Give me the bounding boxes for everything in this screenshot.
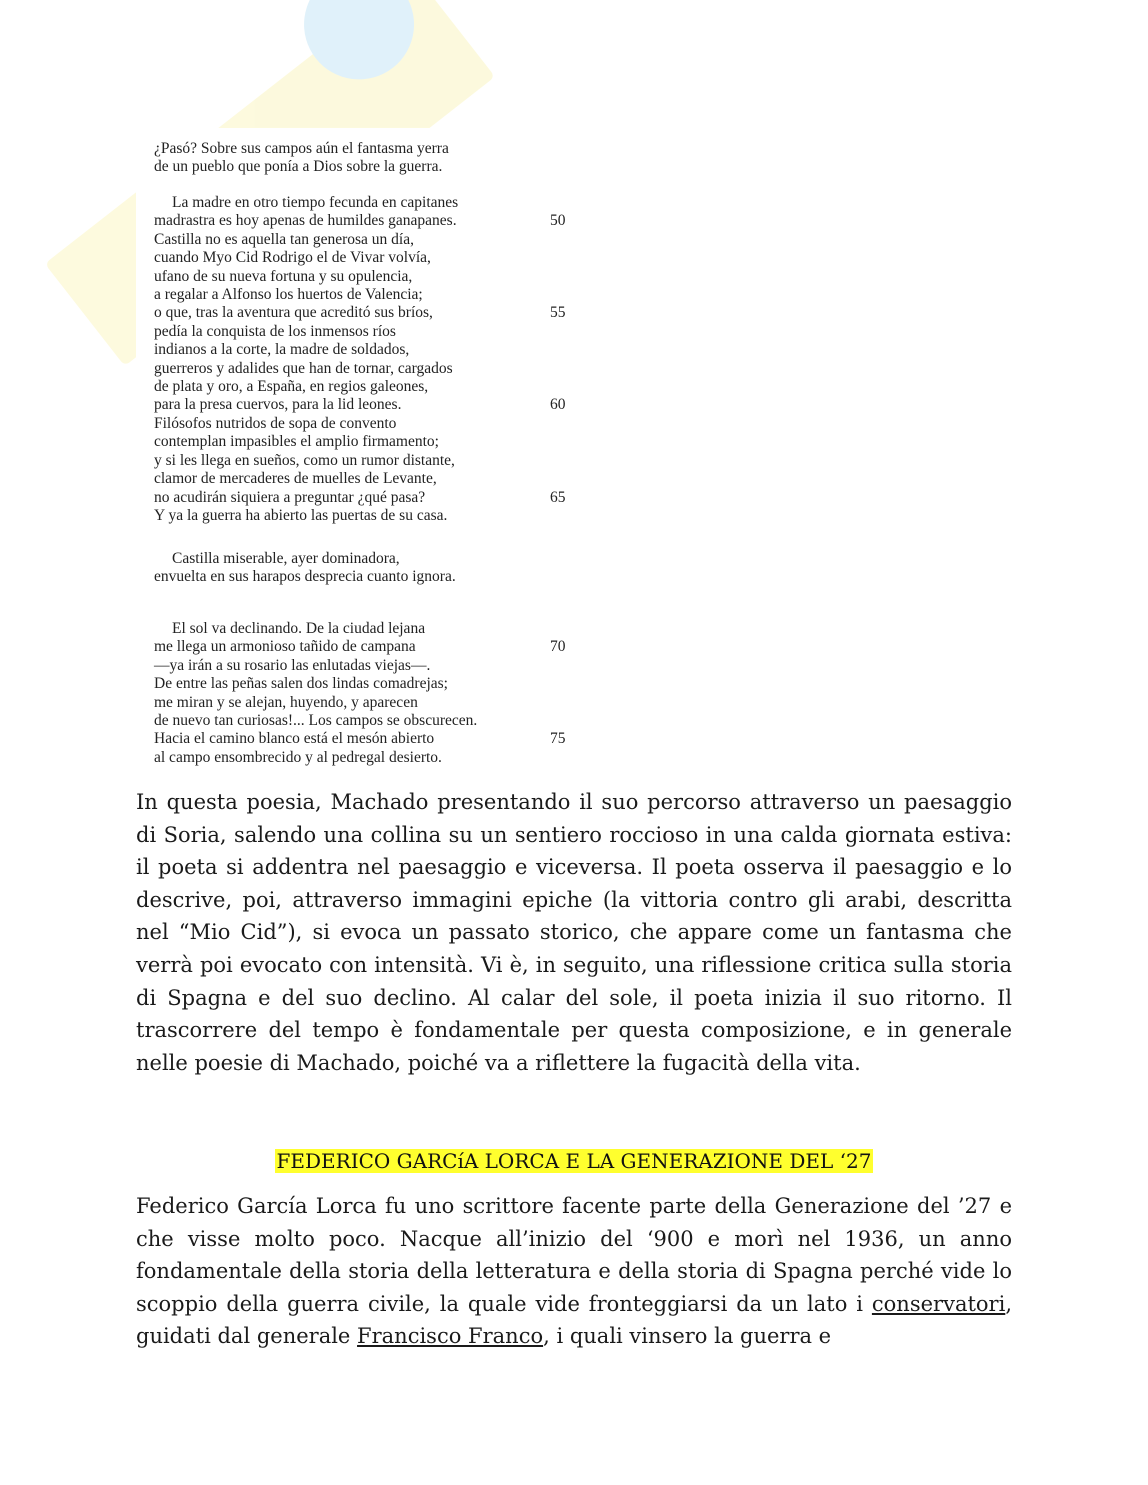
poem-line-text: y si les llega en sueños, como un rumor distante, (154, 451, 455, 469)
line-number: 50 (550, 212, 566, 230)
line-number: 55 (550, 304, 566, 322)
poem-line (154, 341, 584, 359)
poem-stanza-3 (154, 550, 584, 587)
poem-line-text: de nuevo tan curiosas!... Los campos se obscurecen. (154, 712, 478, 730)
poem-line-text: ¿Pasó? Sobre sus campos aún el fantasma yerra (154, 140, 449, 157)
poem-line (154, 415, 584, 433)
line-number: 75 (550, 730, 566, 748)
poem-line-text: guerreros y adalides que han de tornar, cargados (154, 359, 453, 377)
poem-line-text: indianos a la corte, la madre de soldados, (154, 341, 410, 359)
line-number: 60 (550, 396, 566, 414)
poem-line (154, 730, 584, 748)
poem-line (154, 568, 584, 586)
poem-line-text: Castilla no es aquella tan generosa un día, (154, 230, 414, 248)
poem-scan (136, 128, 606, 778)
poem-line-text: Y ya la guerra ha abierto las puertas de su casa. (154, 506, 448, 524)
francisco-franco-link[interactable]: Francisco Franco (357, 1324, 544, 1349)
poem-line (154, 620, 584, 638)
poem-line-text: al campo ensombrecido y al pedregal desierto. (154, 748, 442, 766)
poem-line-text: no acudirán siquiera a preguntar ¿qué pasa? (154, 488, 426, 506)
poem-line (154, 694, 584, 712)
poem-line (154, 140, 584, 158)
poem-line (154, 158, 584, 176)
poem-line (154, 378, 584, 396)
poem-line (154, 286, 584, 304)
poem-line (154, 452, 584, 470)
lorca-text-start: Federico García Lorca fu uno scrittore facente parte della Generazione del ’27 e che visse molto poco. Nacque all’inizio del ‘900 e morì nel 1936, un anno fondamentale della storia della letteratura e della storia di Spagna perché vide lo scoppio della guerra civile, la quale vide fronteggiarsi da un lato i (136, 1194, 1012, 1316)
poem-line-text: ufano de su nueva fortuna y su opulencia, (154, 267, 413, 285)
lorca-paragraph (136, 1190, 1012, 1353)
poem-line (154, 550, 584, 568)
poem-line (154, 470, 584, 488)
poem-line (154, 657, 584, 675)
poem-line (154, 507, 584, 525)
poem-line-text: de un pueblo que ponía a Dios sobre la guerra. (154, 158, 443, 176)
poem-line-text: pedía la conquista de los inmensos ríos (154, 322, 396, 340)
poem-line (154, 304, 584, 322)
conservatori-link[interactable]: conservatori (871, 1291, 1006, 1316)
poem-line (154, 638, 584, 656)
poem-line (154, 194, 584, 212)
poem-stanza-2 (154, 194, 584, 525)
poem-line-text: De entre las peñas salen dos lindas comadrejas; (154, 675, 448, 693)
lorca-text-middle: , guidati dal generale (136, 1291, 1012, 1349)
line-number: 70 (550, 638, 566, 656)
poem-line (154, 360, 584, 378)
poem-line-text: cuando Myo Cid Rodrigo el de Vivar volvía, (154, 249, 431, 267)
poem-line (154, 749, 584, 767)
section-heading (0, 1146, 1148, 1176)
poem-line (154, 231, 584, 249)
poem-line-text: envuelta en sus harapos desprecia cuanto ignora. (154, 568, 456, 586)
commentary-paragraph: In questa poesia, Machado presentando il suo percorso attraverso un paesaggio di Soria, salendo una collina su un sentiero roccioso in una calda giornata estiva: il poeta si addentra nel paesaggio e viceversa. Il poeta osserva il paesaggio e lo descrive, poi, attraverso immagini epiche (la vittoria contro gli arabi, descritta nel “Mio Cid”), si evoca un passato storico, che appare come un fantasma che verrà poi evocato con intensità. Vi è, in seguito, una riflessione critica sulla storia di Spagna e del suo declino. Al calar del sole, il poeta inizia il suo ritorno. Il trascorrere del tempo è fondamentale per questa composizione, e in generale nelle poesie di Machado, poiché va a riflettere la fugacità della vita. (136, 790, 1012, 1075)
section-heading-text: FEDERICO GARCíA LORCA E LA GENERAZIONE DEL ‘27 (276, 1149, 872, 1173)
poem-line (154, 712, 584, 730)
poem-line-text: El sol va declinando. De la ciudad lejana (172, 620, 426, 637)
line-number: 65 (550, 488, 566, 506)
poem-line-text: me llega un armonioso tañido de campana (154, 638, 416, 656)
poem-line-text: Filósofos nutridos de sopa de convento (154, 414, 397, 432)
poem-line-text: o que, tras la aventura que acreditó sus bríos, (154, 304, 433, 322)
poem-line (154, 675, 584, 693)
poem-line (154, 323, 584, 341)
lorca-text-end: , i quali vinsero la guerra e (543, 1324, 832, 1349)
poem-line (154, 489, 584, 507)
poem-stanza-4 (154, 620, 584, 767)
poem-line-text: madrastra es hoy apenas de humildes ganapanes. (154, 212, 457, 230)
poem-line (154, 396, 584, 414)
poem-line-text: La madre en otro tiempo fecunda en capitanes (172, 194, 459, 211)
poem-line-text: me miran y se alejan, huyendo, y aparecen (154, 693, 418, 711)
poem-line-text: Castilla miserable, ayer dominadora, (172, 550, 400, 567)
poem-line-text: de plata y oro, a España, en regios galeones, (154, 378, 429, 396)
poem-line-text: clamor de mercaderes de muelles de Levante, (154, 470, 437, 488)
poem-line (154, 268, 584, 286)
poem-line-text: para la presa cuervos, para la lid leones. (154, 396, 402, 414)
poem-line-text: —ya irán a su rosario las enlutadas viejas—. (154, 656, 431, 674)
poem-line (154, 212, 584, 230)
poem-stanza-1 (154, 140, 584, 177)
poem-line-text: Hacia el camino blanco está el mesón abierto (154, 730, 435, 748)
poem-line-text: a regalar a Alfonso los huertos de Valencia; (154, 286, 423, 304)
poem-line (154, 249, 584, 267)
poem-line (154, 433, 584, 451)
poem-line-text: contemplan impasibles el amplio firmamento; (154, 433, 439, 451)
